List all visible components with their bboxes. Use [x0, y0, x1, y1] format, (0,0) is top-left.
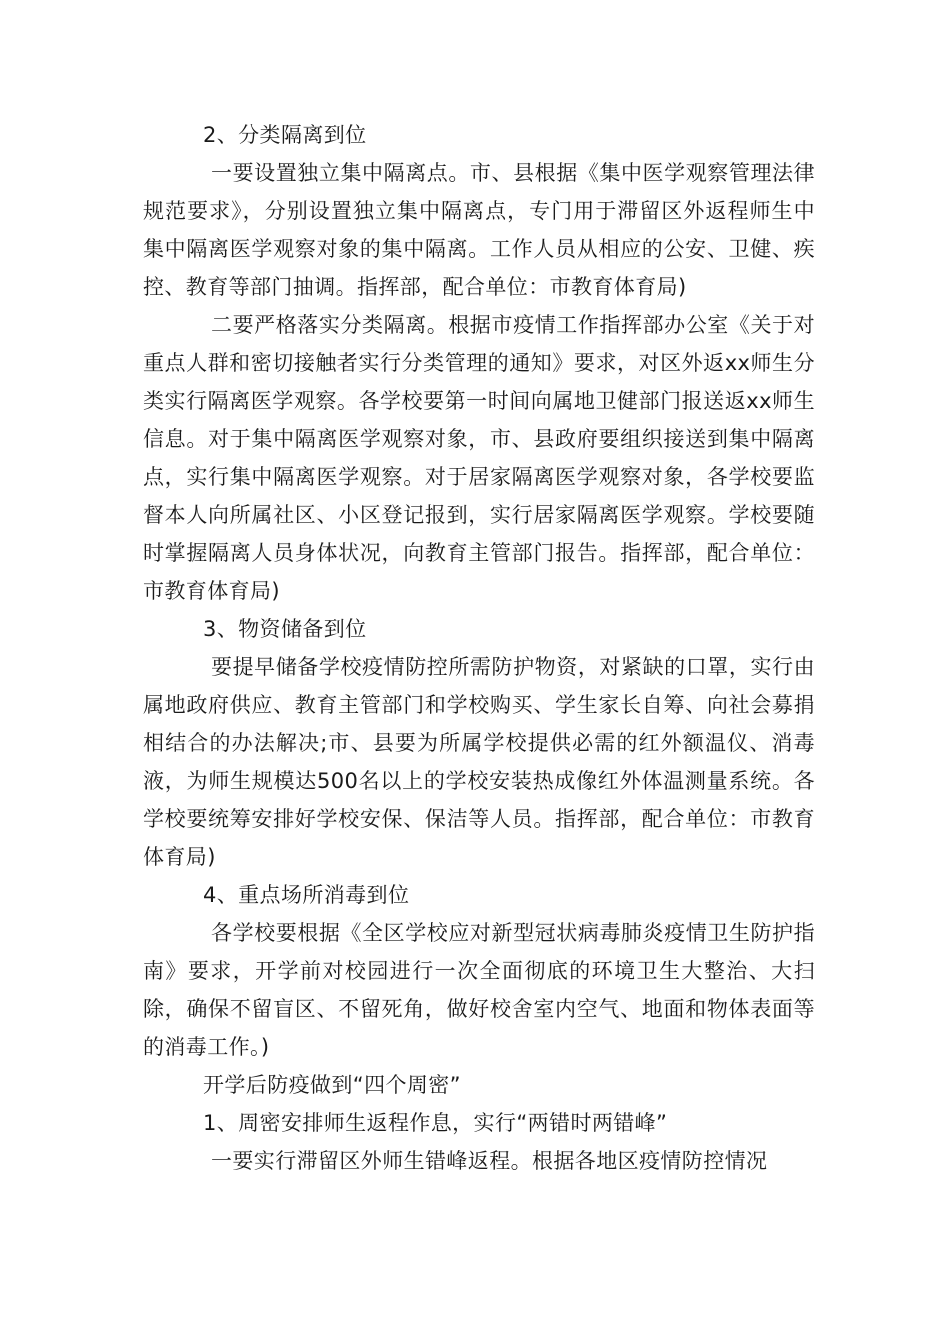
document-body	[143, 116, 815, 1180]
paragraph-supplies: 要提早储备学校疫情防控所需防护物资，对紧缺的口罩，实行由属地政府供应、教育主管部门和学校购买、学生家长自筹、向社会募捐相结合的办法解决;市、县要为所属学校提供必需的红外额温仪、消毒液，为师生规模达500名以上的学校安装热成像红外体温测量系统。各学校要统筹安排好学校安保、保洁等人员。指挥部，配合单位：市教育体育局)	[143, 655, 815, 869]
paragraph-disinfection: 各学校要根据《全区学校应对新型冠状病毒肺炎疫情卫生防护指南》要求，开学前对校园进行一次全面彻底的环境卫生大整治、大扫除，确保不留盲区、不留死角，做好校舍室内空气、地面和物体表面等的消毒工作。)	[143, 921, 815, 1059]
paragraph-staggered-return: 一要实行滞留区外师生错峰返程。根据各地区疫情防控情况	[211, 1149, 768, 1173]
paragraph-classified-isolation: 二要严格落实分类隔离。根据市疫情工作指挥部办公室《关于对重点人群和密切接触者实行分类管理的通知》要求，对区外返xx师生分类实行隔离医学观察。各学校要第一时间向属地卫健部门报送返xx师生信息。对于集中隔离医学观察对象，市、县政府要组织接送到集中隔离点，实行集中隔离医学观察。对于居家隔离医学观察对象，各学校要监督本人向所属社区、小区登记报到，实行居家隔离医学观察。学校要随时掌握隔离人员身体状况，向教育主管部门报告。指挥部，配合单位：市教育体育局)	[143, 313, 815, 603]
paragraph-isolation-points: 一要设置独立集中隔离点。市、县根据《集中医学观察管理法律规范要求》，分别设置独立集中隔离点，专门用于滞留区外返程师生中集中隔离医学观察对象的集中隔离。工作人员从相应的公安、卫健、疾控、教育等部门抽调。指挥部，配合单位：市教育体育局)	[143, 161, 815, 299]
section-heading-2: 2、分类隔离到位	[203, 123, 367, 147]
section-heading-3: 3、物资储备到位	[203, 617, 367, 641]
section-heading-4: 4、重点场所消毒到位	[203, 883, 410, 907]
section-heading-1-schedule: 1、周密安排师生返程作息，实行“两错时两错峰”	[203, 1111, 668, 1135]
section-heading-four-thorough: 开学后防疫做到“四个周密”	[203, 1073, 461, 1097]
